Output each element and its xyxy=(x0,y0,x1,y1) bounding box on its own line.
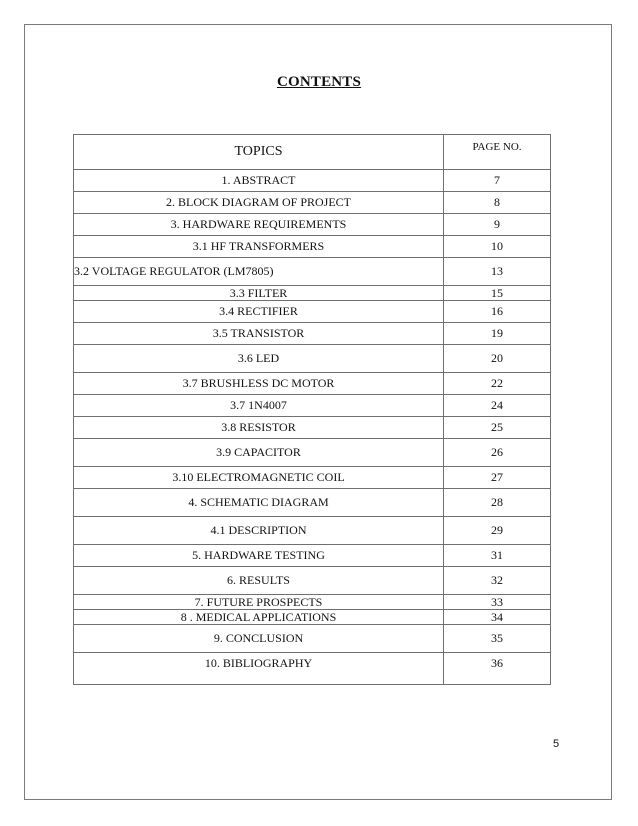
table-row xyxy=(74,345,551,373)
topic-cell: 3.3 FILTER xyxy=(74,286,444,301)
table-row xyxy=(74,595,551,610)
topic-cell: 4.1 DESCRIPTION xyxy=(74,517,444,545)
topic-cell: 3.10 ELECTROMAGNETIC COIL xyxy=(74,467,444,489)
table-row xyxy=(74,439,551,467)
page-cell: 36 xyxy=(444,653,551,685)
table-row xyxy=(74,489,551,517)
topic-cell: 3.7 BRUSHLESS DC MOTOR xyxy=(74,373,444,395)
page-cell: 9 xyxy=(444,214,551,236)
topic-cell: 3.5 TRANSISTOR xyxy=(74,323,444,345)
topic-cell: 5. HARDWARE TESTING xyxy=(74,545,444,567)
topic-cell: 3.9 CAPACITOR xyxy=(74,439,444,467)
page-cell: 35 xyxy=(444,625,551,653)
topic-cell: 2. BLOCK DIAGRAM OF PROJECT xyxy=(74,192,444,214)
table-row xyxy=(74,214,551,236)
table-row xyxy=(74,258,551,286)
topic-cell: 3.8 RESISTOR xyxy=(74,417,444,439)
table-row xyxy=(74,545,551,567)
table-row xyxy=(74,517,551,545)
table-row xyxy=(74,286,551,301)
page-number: 5 xyxy=(553,738,560,750)
topic-cell: 3.2 VOLTAGE REGULATOR (LM7805) xyxy=(74,258,444,286)
page-cell: 16 xyxy=(444,301,551,323)
contents-table xyxy=(73,134,551,685)
page-cell: 13 xyxy=(444,258,551,286)
page-cell: 29 xyxy=(444,517,551,545)
page-cell: 8 xyxy=(444,192,551,214)
page-cell: 15 xyxy=(444,286,551,301)
table-row xyxy=(74,567,551,595)
page-cell: 34 xyxy=(444,610,551,625)
table-row xyxy=(74,467,551,489)
table-row xyxy=(74,417,551,439)
table-row xyxy=(74,373,551,395)
table-row xyxy=(74,610,551,625)
table-header-row xyxy=(74,135,551,170)
table-row xyxy=(74,301,551,323)
topic-cell: 4. SCHEMATIC DIAGRAM xyxy=(74,489,444,517)
topic-cell: 6. RESULTS xyxy=(74,567,444,595)
table-row xyxy=(74,192,551,214)
table-row xyxy=(74,170,551,192)
page-cell: 32 xyxy=(444,567,551,595)
page-cell: 19 xyxy=(444,323,551,345)
topic-cell: 3.7 1N4007 xyxy=(74,395,444,417)
page-cell: 33 xyxy=(444,595,551,610)
page-title: CONTENTS xyxy=(276,74,362,90)
page-cell: 25 xyxy=(444,417,551,439)
page-cell: 26 xyxy=(444,439,551,467)
page-cell: 31 xyxy=(444,545,551,567)
topic-cell: 8 . MEDICAL APPLICATIONS xyxy=(74,610,444,625)
page-cell: 10 xyxy=(444,236,551,258)
topics-header: TOPICS xyxy=(74,135,444,170)
table-row xyxy=(74,395,551,417)
page-cell: 27 xyxy=(444,467,551,489)
page-cell: 20 xyxy=(444,345,551,373)
table-row xyxy=(74,653,551,685)
topic-cell: 3.6 LED xyxy=(74,345,444,373)
topic-cell: 1. ABSTRACT xyxy=(74,170,444,192)
topic-cell: 3.1 HF TRANSFORMERS xyxy=(74,236,444,258)
topic-cell: 7. FUTURE PROSPECTS xyxy=(74,595,444,610)
page-cell: 22 xyxy=(444,373,551,395)
table-row xyxy=(74,323,551,345)
page-cell: 7 xyxy=(444,170,551,192)
page-cell: 24 xyxy=(444,395,551,417)
table-row xyxy=(74,625,551,653)
table-row xyxy=(74,236,551,258)
page-cell: 28 xyxy=(444,489,551,517)
topic-cell: 10. BIBLIOGRAPHY xyxy=(74,653,444,685)
topic-cell: 3. HARDWARE REQUIREMENTS xyxy=(74,214,444,236)
topic-cell: 3.4 RECTIFIER xyxy=(74,301,444,323)
topic-cell: 9. CONCLUSION xyxy=(74,625,444,653)
page-no-header: PAGE NO. xyxy=(444,135,551,170)
